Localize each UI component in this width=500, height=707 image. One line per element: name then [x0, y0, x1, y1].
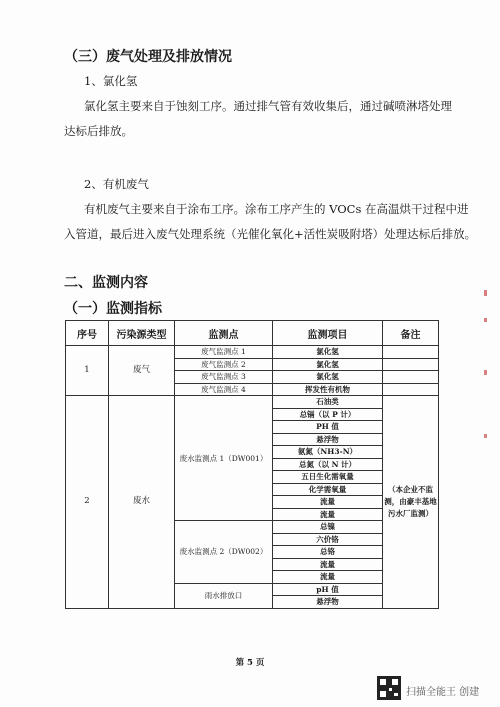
header-item: 监测项目 — [273, 321, 383, 346]
water-point-1: 废水监测点 1（DW001） — [175, 396, 273, 521]
subheading-hcl: 1、氯化氢 — [84, 74, 138, 88]
gas-note — [383, 371, 439, 384]
gas-point: 废气监测点 1 — [175, 346, 273, 359]
water-item: 流量 — [273, 508, 383, 521]
water-item: 化学需氧量 — [273, 483, 383, 496]
paragraph-hcl-line2: 达标后排放。 — [64, 124, 133, 138]
water-item: 总铬 — [273, 546, 383, 559]
water-item: 石油类 — [273, 396, 383, 409]
water-item: 流量 — [273, 496, 383, 509]
paragraph-organic-line1: 有机废气主要来自于涂布工序。涂布工序产生的 VOCs 在高温烘干过程中进 — [84, 202, 469, 216]
paragraph-organic-line2: 入管道，最后进入废气处理系统（光催化氧化+活性炭吸附塔）处理达标后排放。 — [64, 227, 477, 241]
water-item: PH 值 — [273, 421, 383, 434]
gas-item: 挥发性有机物 — [273, 383, 383, 396]
section-heading-exhaust: （三）废气处理及排放情况 — [64, 49, 232, 65]
edge-mark — [484, 370, 487, 375]
gas-note — [383, 358, 439, 371]
monitoring-table — [65, 320, 439, 609]
edge-mark — [484, 318, 487, 322]
table-row — [66, 346, 439, 359]
header-no: 序号 — [66, 321, 109, 346]
water-item: 六价铬 — [273, 533, 383, 546]
header-point: 监测点 — [175, 321, 273, 346]
water-item: 总氮（以 N 计） — [273, 458, 383, 471]
table-header-row — [66, 321, 439, 346]
water-item: 氨氮（NH3-N） — [273, 446, 383, 459]
gas-no: 1 — [66, 346, 109, 396]
header-type: 污染源类型 — [109, 321, 175, 346]
water-item: 总镍 — [273, 521, 383, 534]
water-point-2: 废水监测点 2（DW002） — [175, 521, 273, 584]
water-item: pH 值 — [273, 583, 383, 596]
gas-point: 废气监测点 2 — [175, 358, 273, 371]
water-item: 五日生化需氧量 — [273, 471, 383, 484]
water-note: （本企业不监测，由豪丰基地污水厂监测） — [383, 396, 439, 609]
subheading-organic: 2、有机废气 — [84, 177, 149, 191]
gas-type: 废气 — [109, 346, 175, 396]
gas-point: 废气监测点 4 — [175, 383, 273, 396]
water-type: 废水 — [109, 396, 175, 609]
paragraph-hcl-line1: 氯化氢主要来自于蚀刻工序。通过排气管有效收集后，通过碱喷淋塔处理 — [84, 99, 452, 113]
gas-point: 废气监测点 3 — [175, 371, 273, 384]
gas-note — [383, 346, 439, 359]
edge-mark — [484, 290, 487, 296]
gas-note — [383, 383, 439, 396]
water-no: 2 — [66, 396, 109, 609]
gas-item: 氯化氢 — [273, 371, 383, 384]
header-note: 备注 — [383, 321, 439, 346]
water-item: 总镉（以 P 计） — [273, 408, 383, 421]
water-item: 悬浮物 — [273, 596, 383, 609]
section-heading-monitoring: 二、监测内容 — [64, 275, 148, 291]
qr-code-icon — [377, 676, 401, 700]
water-item: 悬浮物 — [273, 433, 383, 446]
edge-mark — [484, 434, 487, 438]
water-item: 流量 — [273, 571, 383, 584]
gas-item: 氯化氢 — [273, 346, 383, 359]
water-item: 流量 — [273, 558, 383, 571]
page-number: 第 5 页 — [235, 658, 265, 668]
water-point-rain: 雨水排放口 — [175, 583, 273, 608]
subheading-indicators: （一）监测指标 — [64, 301, 162, 317]
gas-item: 氯化氢 — [273, 358, 383, 371]
scanner-watermark: 扫描全能王 创建 — [406, 687, 480, 698]
table-row — [66, 396, 439, 409]
